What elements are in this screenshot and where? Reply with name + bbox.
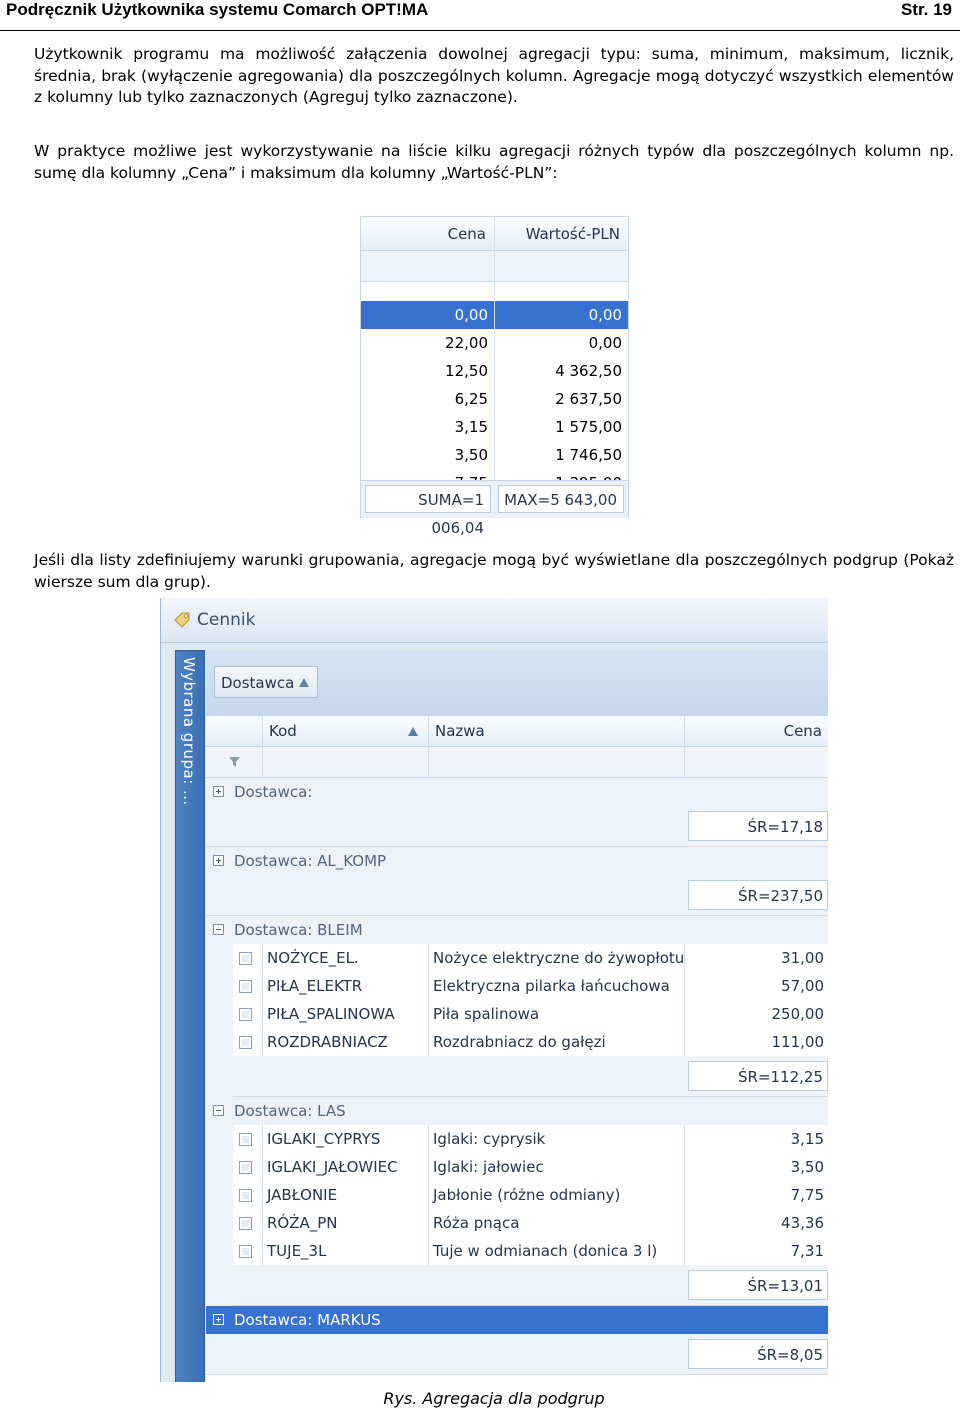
cena-cell: 3,50 xyxy=(790,1158,824,1176)
wartosc-cell: 4 362,50 xyxy=(555,362,622,380)
list-item[interactable] xyxy=(206,944,828,972)
cena-cell: 6,25 xyxy=(454,390,488,408)
list-item[interactable] xyxy=(206,1000,828,1028)
group-summary-row xyxy=(206,875,828,916)
window-title: Cennik xyxy=(197,610,256,630)
column-header-cena[interactable]: Cena xyxy=(447,225,486,243)
sum-cena-box[interactable]: SUMA=1 006,04 xyxy=(365,485,491,513)
group-label: Dostawca: MARKUS xyxy=(234,1311,381,1329)
group-average-box[interactable]: ŚR=17,18 xyxy=(688,811,828,841)
kod-cell: JABŁONIE xyxy=(267,1186,338,1204)
column-header-kod[interactable]: Kod xyxy=(262,716,428,746)
plus-box-icon[interactable] xyxy=(213,1314,224,1325)
header-rule xyxy=(0,30,960,31)
group-row[interactable] xyxy=(206,916,828,944)
wartosc-cell: 0,00 xyxy=(588,306,622,324)
group-summary-row xyxy=(233,1056,828,1097)
list-item[interactable] xyxy=(206,1153,828,1181)
kod-cell: NOŻYCE_EL. xyxy=(267,949,359,967)
column-header-row xyxy=(206,716,828,747)
list-item[interactable] xyxy=(206,972,828,1000)
group-by-area xyxy=(206,650,828,716)
nazwa-cell: Iglaki: cyprysik xyxy=(433,1130,546,1148)
column-divider xyxy=(494,217,495,517)
sort-asc-icon xyxy=(408,727,418,736)
minus-box-icon[interactable] xyxy=(213,924,224,935)
kod-cell: ROZDRABNIACZ xyxy=(267,1033,388,1051)
row-checkbox[interactable] xyxy=(239,1161,252,1174)
cena-cell: 111,00 xyxy=(771,1033,824,1051)
paragraph-group-aggregation: Jeśli dla listy zdefiniujemy warunki grupowania, agregacje mogą być wyświetlane dla poszczególnych podgrup (Pokaż wiersze sum dla grup). xyxy=(34,551,954,591)
cena-cell: 12,50 xyxy=(445,362,488,380)
nazwa-cell: Piła spalinowa xyxy=(433,1005,540,1023)
cena-cell: 22,00 xyxy=(445,334,488,352)
cena-cell: 31,00 xyxy=(781,949,824,967)
figure-caption: Rys. Agregacja dla podgrup xyxy=(383,1389,605,1408)
group-average-box[interactable]: ŚR=8,05 xyxy=(688,1339,828,1369)
cena-cell: 7,75 xyxy=(790,1186,824,1204)
list-item[interactable] xyxy=(206,1028,828,1056)
cena-cell: 250,00 xyxy=(771,1005,824,1023)
list-item[interactable] xyxy=(206,1209,828,1237)
row-checkbox[interactable] xyxy=(239,1008,252,1021)
cena-cell: 3,15 xyxy=(454,418,488,436)
group-average-box[interactable]: ŚR=13,01 xyxy=(688,1270,828,1300)
kod-cell: TUJE_3L xyxy=(267,1242,327,1260)
nazwa-cell: Elektryczna pilarka łańcuchowa xyxy=(433,977,670,995)
group-label: Dostawca: xyxy=(234,783,313,801)
wartosc-cell: 2 637,50 xyxy=(555,390,622,408)
window-titlebar[interactable] xyxy=(161,598,828,643)
cena-cell: 3,15 xyxy=(790,1130,824,1148)
nazwa-cell: Rozdrabniacz do gałęzi xyxy=(433,1033,606,1051)
manual-title: Podręcznik Użytkownika systemu Comarch OPT!MA xyxy=(6,0,429,19)
nazwa-cell: Jabłonie (różne odmiany) xyxy=(433,1186,621,1204)
cena-cell: 57,00 xyxy=(781,977,824,995)
nazwa-cell: Róża pnąca xyxy=(433,1214,520,1232)
group-average-box[interactable]: ŚR=237,50 xyxy=(688,880,828,910)
cena-cell: 0,00 xyxy=(454,306,488,324)
wartosc-cell: 1 746,50 xyxy=(555,446,622,464)
sidebar-label: Wybrana grupa: ... xyxy=(180,657,198,806)
grouped-list xyxy=(206,650,828,1382)
column-header-nazwa[interactable]: Nazwa xyxy=(435,722,485,740)
group-label: Dostawca: LAS xyxy=(234,1102,346,1120)
kod-cell: PIŁA_ELEKTR xyxy=(267,977,363,995)
filter-icon[interactable] xyxy=(228,756,241,768)
price-list-icon xyxy=(173,612,191,628)
row-checkbox[interactable] xyxy=(239,952,252,965)
page-header xyxy=(0,0,960,30)
group-summary-row xyxy=(206,806,828,847)
row-checkbox[interactable] xyxy=(239,1245,252,1258)
group-summary-row xyxy=(233,1265,828,1306)
column-header-wartosc[interactable]: Wartość-PLN xyxy=(525,225,620,243)
list-item[interactable] xyxy=(206,1125,828,1153)
row-checkbox[interactable] xyxy=(239,1189,252,1202)
row-checkbox[interactable] xyxy=(239,1133,252,1146)
group-label: Dostawca: BLEIM xyxy=(234,921,363,939)
plus-box-icon[interactable] xyxy=(213,786,224,797)
cena-cell: 43,36 xyxy=(781,1214,824,1232)
group-row[interactable] xyxy=(206,1097,828,1125)
filter-row[interactable] xyxy=(206,747,828,778)
kod-cell: RÓŻA_PN xyxy=(267,1214,338,1232)
wartosc-cell: 1 575,00 xyxy=(555,418,622,436)
group-by-dostawca-button[interactable] xyxy=(214,666,318,698)
group-average-box[interactable]: ŚR=112,25 xyxy=(688,1061,828,1091)
kod-cell: PIŁA_SPALINOWA xyxy=(267,1005,395,1023)
aggregation-summary-row xyxy=(361,480,628,537)
group-row[interactable] xyxy=(206,847,828,875)
max-wartosc-box[interactable]: MAX=5 643,00 xyxy=(498,485,624,513)
column-header-cena[interactable]: Cena xyxy=(783,722,822,740)
row-checkbox[interactable] xyxy=(239,1217,252,1230)
paragraph-aggregation-types: Użytkownik programu ma możliwość załączenia dowolnej agregacji typu: suma, minimum, maksimum, licznik, średnia, brak (wyłączenie agregowania) dla poszczególnych kolumn. Agregacje mogą dotyczyć wszystkich elementów z kolumny lub tylko zaznaczonych (Agreguj tylko zaznaczone). xyxy=(34,45,954,106)
page-number: Str. 19 xyxy=(900,0,952,19)
kod-cell: IGLAKI_JAŁOWIEC xyxy=(267,1158,398,1176)
cena-cell: 7,31 xyxy=(790,1242,824,1260)
group-row[interactable] xyxy=(206,778,828,806)
group-summary-row xyxy=(206,1334,828,1375)
list-item[interactable] xyxy=(206,1237,828,1265)
sort-asc-icon xyxy=(299,678,309,687)
cena-cell: 3,50 xyxy=(454,446,488,464)
plus-box-icon[interactable] xyxy=(213,855,224,866)
paragraph-multiple-aggregations: W praktyce możliwe jest wykorzystywanie na liście kilku agregacji różnych typów dla poszczególnych kolumn np. sumę dla kolumny „Cena” i maksimum dla kolumny „Wartość-PLN”: xyxy=(34,142,954,182)
cennik-window xyxy=(160,598,828,1382)
nazwa-cell: Nożyce elektryczne do żywopłotu xyxy=(433,949,685,967)
aggregation-grid xyxy=(360,216,629,537)
group-row[interactable] xyxy=(206,1306,828,1334)
selected-group-sidebar[interactable] xyxy=(175,650,205,1382)
row-checkbox[interactable] xyxy=(239,980,252,993)
nazwa-cell: Iglaki: jałowiec xyxy=(433,1158,544,1176)
wartosc-cell: 0,00 xyxy=(588,334,622,352)
group-label: Dostawca: AL_KOMP xyxy=(234,852,387,870)
nazwa-cell: Tuje w odmianach (donica 3 l) xyxy=(433,1242,658,1260)
kod-cell: IGLAKI_CYPRYS xyxy=(267,1130,381,1148)
list-item[interactable] xyxy=(206,1181,828,1209)
minus-box-icon[interactable] xyxy=(213,1105,224,1116)
row-checkbox[interactable] xyxy=(239,1036,252,1049)
group-by-label: Dostawca xyxy=(221,674,295,692)
